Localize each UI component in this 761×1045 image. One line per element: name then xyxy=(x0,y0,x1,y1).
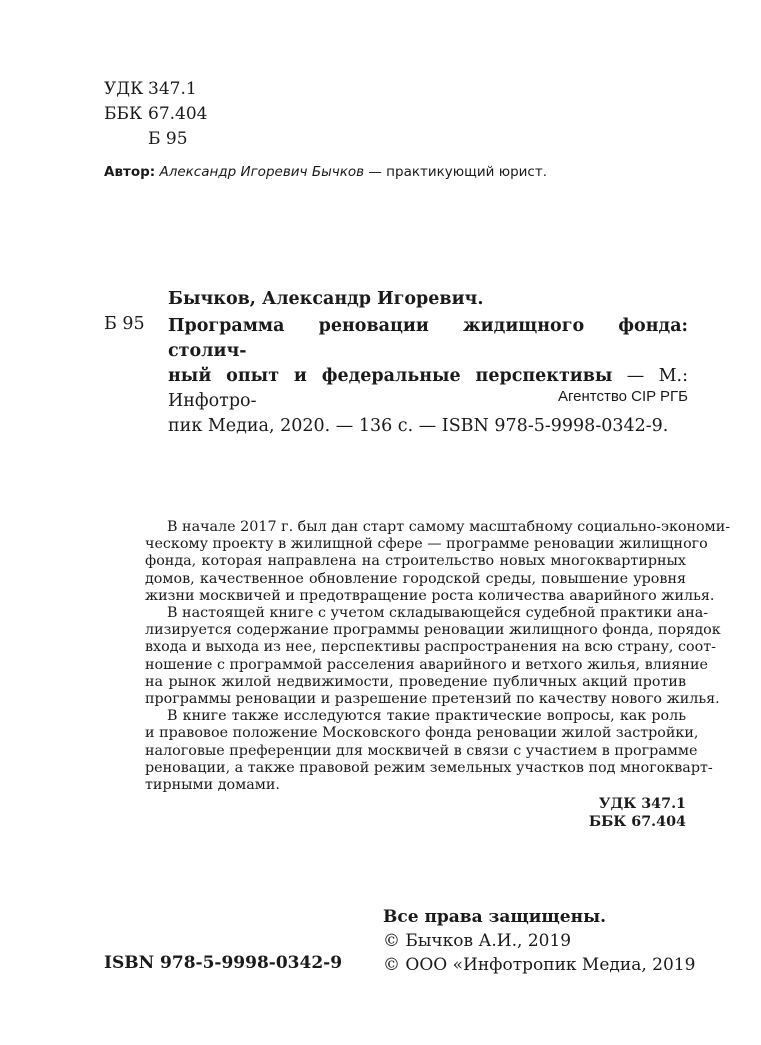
annotation xyxy=(145,519,731,794)
author-mark: Б 95 xyxy=(148,129,188,149)
udk-value: 347.1 xyxy=(148,79,197,99)
card-mark: Б 95 xyxy=(104,314,145,334)
rights-reserved: Все права защищены. xyxy=(383,907,607,927)
bbk-value: 67.404 xyxy=(148,104,208,124)
card-line-3: пик Медиа, 2020. — 136 с. — ISBN 978-5-9998-0342-9. xyxy=(168,416,669,436)
udk-line xyxy=(104,77,207,102)
annotation-line: ческому проекту в жилищной сфере — программе реновации жилищного xyxy=(145,536,708,553)
annotation-line: лизируется содержание программы реновации жилищного фонда, порядок xyxy=(145,622,721,639)
author-note-rest: — практикующий юрист. xyxy=(368,164,547,180)
annotation-line: В настоящей книге с учетом складывающейся судебной практики ана- xyxy=(167,605,709,622)
annotation-line: входа и выхода из нее, перспективы распространения на всю страну, соот- xyxy=(145,639,716,656)
card-line-1 xyxy=(168,314,688,364)
isbn: ISBN 978-5-9998-0342-9 xyxy=(104,953,343,973)
annotation-line: реновации, а также правовой режим земельных участков под многокварт- xyxy=(145,759,713,776)
card-title-part-2: ный опыт и федеральные перспективы xyxy=(168,366,613,386)
annotation-line: и правовое положение Московского фонда реновации жилой застройки, xyxy=(145,725,699,742)
annotation-line: на рынок жилой недвижимости, проведение публичных акций против xyxy=(145,673,686,690)
classification-block xyxy=(104,77,207,152)
bbk-label: ББК xyxy=(104,104,143,124)
annotation-line: домов, качественное обновление городской среды, повышение уровня xyxy=(145,570,686,587)
cip-agency: Агентство CIP РГБ xyxy=(557,388,688,405)
annotation-bbk: ББК 67.404 xyxy=(588,814,686,830)
author-note xyxy=(104,164,547,180)
bbk-line xyxy=(104,102,207,127)
annotation-line: налоговые преференции для москвичей в связи с участием в программе xyxy=(145,742,698,759)
card-publisher-part: — М.: Инфотро- xyxy=(168,366,688,411)
card-author-heading: Бычков, Александр Игоревич. xyxy=(168,289,484,309)
card-body xyxy=(168,314,688,439)
rights-block xyxy=(383,905,695,977)
copyright-author: © Бычков А.И., 2019 xyxy=(383,931,572,951)
annotation-classification xyxy=(589,795,686,831)
annotation-udk: УДК 347.1 xyxy=(598,796,686,812)
annotation-line: В начале 2017 г. был дан старт самому масштабному социально-экономи- xyxy=(167,519,731,535)
annotation-line: фонда, которая направлена на строительство новых многоквартирных xyxy=(145,553,686,570)
annotation-line: тирными домами. xyxy=(145,777,280,794)
copyright-publisher: © ООО «Инфотропик Медиа, 2019 xyxy=(383,955,696,975)
annotation-line: жизни москвичей и предотвращение роста количества аварийного жилья. xyxy=(145,587,715,604)
author-note-name: Александр Игоревич Бычков xyxy=(159,164,365,180)
annotation-line: программы реновации и разрешение претензий по качеству нового жилья. xyxy=(145,691,720,708)
annotation-line: ношение с программой расселения аварийного и ветхого жилья, влияние xyxy=(145,656,708,673)
annotation-line: В книге также исследуются такие практические вопросы, как роль xyxy=(167,708,686,725)
author-note-label: Автор: xyxy=(104,164,156,180)
card-title-part-1: Программа реновации жидищного фонда: столич- xyxy=(168,316,688,361)
udk-label: УДК xyxy=(104,79,144,99)
